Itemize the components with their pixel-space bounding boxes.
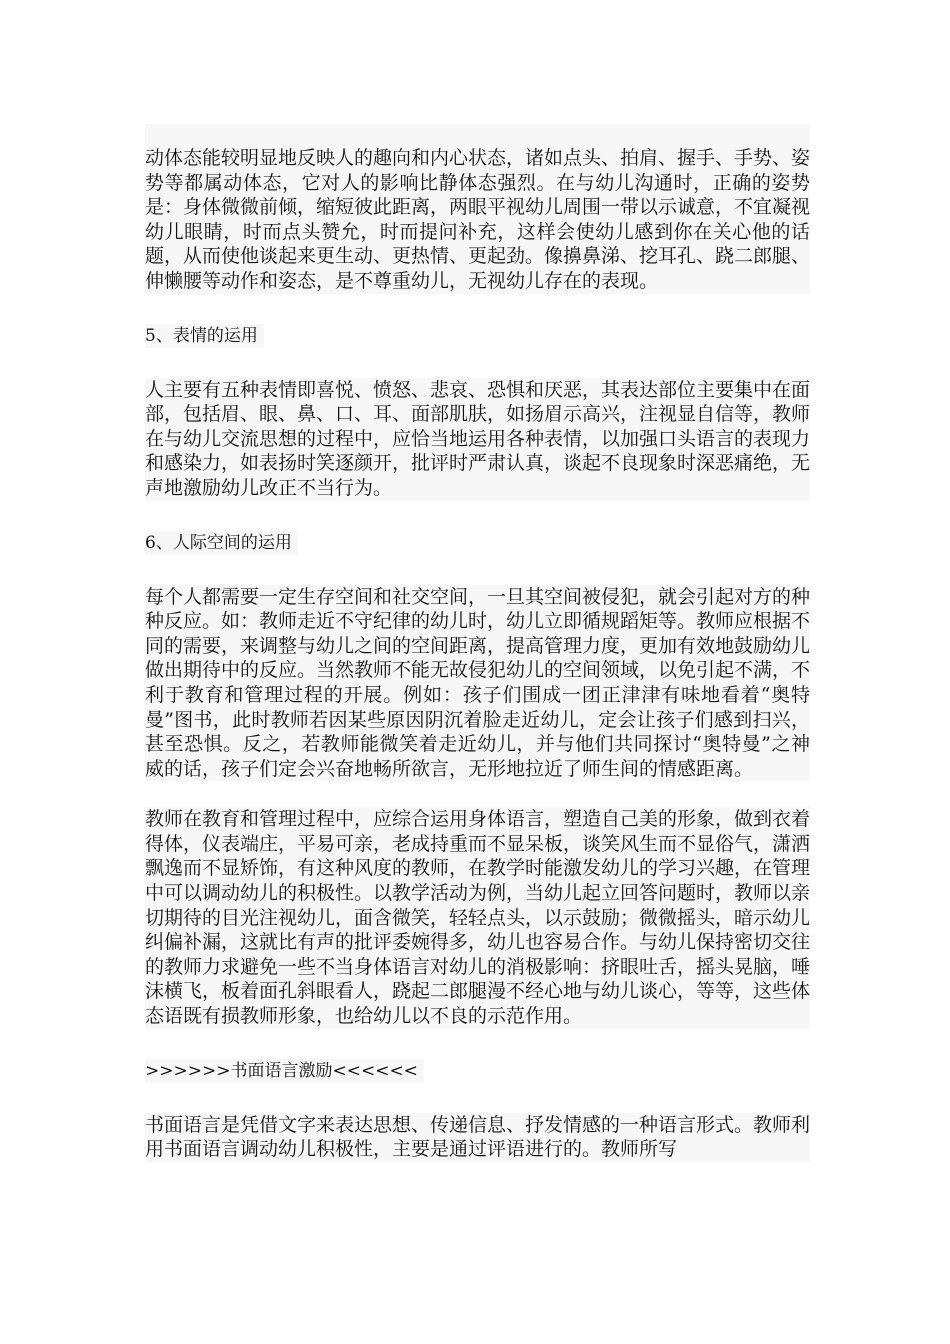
section-heading-expression: 5、表情的运用 [145,324,264,348]
paragraph-expression: 人主要有五种表情即喜悦、愤怒、悲哀、恐惧和厌恶，其表达部位主要集中在面部，包括眉、眼、鼻、口、耳、面部肌肤，如扬眉示高兴，注视显自信等，教师在与幼儿交流思想的过程中，应恰当地运用各种表情，以加强口头语言的表现力和感染力，如表扬时笑逐颜开，批评时严肃认真，谈起不良现象时深恶痛绝，无声地激励幼儿改正不当行为。 [145,378,811,499]
text-column [145,124,810,1162]
paragraph-written-language: 书面语言是凭借文字来表达思想、传递信息、抒发情感的一种语言形式。教师利用书面语言调动幼儿积极性，主要是通过评语进行的。教师所写 [145,1113,811,1161]
paragraph-body-language: 动体态能较明显地反映人的趣向和内心状态，诸如点头、拍肩、握手、手势、姿势等都属动体态，它对人的影响比静体态强烈。在与幼儿沟通时，正确的姿势是：身体微微前倾，缩短彼此距离，两眼平视幼儿周围一带以示诚意，不宜凝视幼儿眼睛，时而点头赞允，时而提问补充，这样会使幼儿感到你在关心他的话题，从而使他谈起来更生动、更热情、更起劲。像擤鼻涕、挖耳孔、跷二郎腿、伸懒腰等动作和姿态，是不尊重幼儿，无视幼儿存在的表现。 [145,124,810,294]
paragraph-teacher-image: 教师在教育和管理过程中，应综合运用身体语言，塑造自己美的形象，做到衣着得体，仪表端庄，平易可亲，老成持重而不显呆板，谈笑风生而不显俗气，潇洒飘逸而不显矫饰，有这种风度的教师，在教学时能激发幼儿的学习兴趣，在管理中可以调动幼儿的积极性。以教学活动为例，当幼儿起立回答问题时，教师以亲切期待的目光注视幼儿，面含微笑，轻轻点头，以示鼓励；微微摇头，暗示幼儿纠偏补漏，这就比有声的批评委婉得多，幼儿也容易合作。与幼儿保持密切交往的教师力求避免一些不当身体语言对幼儿的消极影响：挤眼吐舌，摇头晃脑，唾沫横飞，板着面孔斜眼看人，跷起二郎腿漫不经心地与幼儿谈心，等等，这些体态语既有损教师形象，也给幼儿以不良的示范作用。 [145,808,811,1028]
section-heading-written-language: >>>>>>书面语言激励<<<<<< [145,1059,424,1083]
section-heading-personal-space: 6、人际空间的运用 [145,531,298,555]
paragraph-personal-space: 每个人都需要一定生存空间和社交空间，一旦其空间被侵犯，就会引起对方的种种反应。如：教师走近不守纪律的幼儿时，幼儿立即循规蹈矩等。教师应根据不同的需要，来调整与幼儿之间的空间距离，提高管理力度，更加有效地鼓励幼儿做出期待中的反应。当然教师不能无故侵犯幼儿的空间领域，以免引起不满，不利于教育和管理过程的开展。例如：孩子们围成一团正津津有味地看着“奥特曼”图书，此时教师若因某些原因阴沉着脸走近幼儿，定会让孩子们感到扫兴，甚至恐惧。反之，若教师能微笑着走近幼儿，并与他们共同探讨“奥特曼”之神威的话，孩子们定会兴奋地畅所欲言，无形地拉近了师生间的情感距离。 [145,585,811,780]
